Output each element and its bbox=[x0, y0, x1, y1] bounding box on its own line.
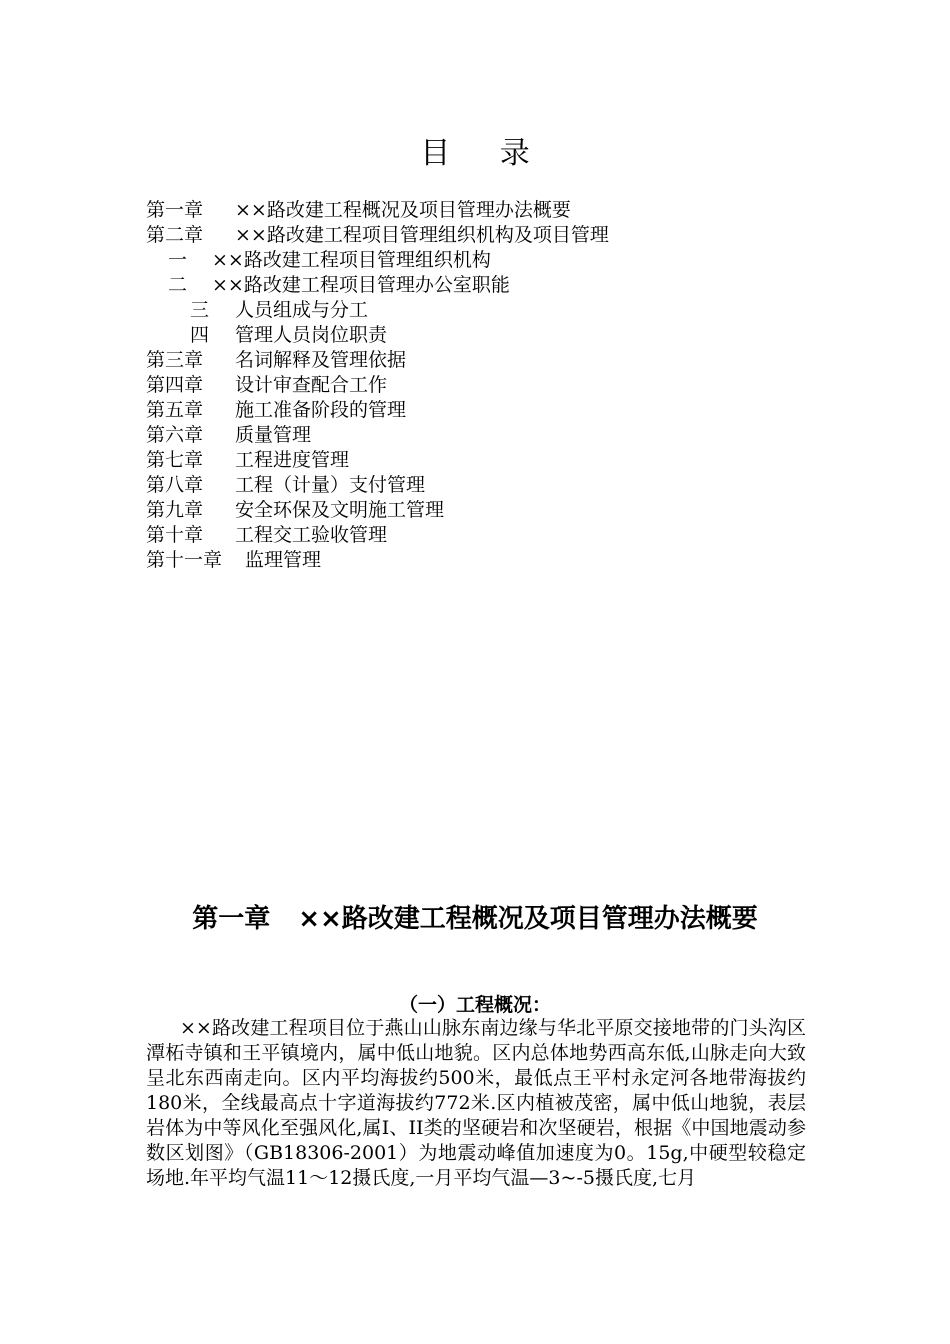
section-heading: （一）工程概况： bbox=[398, 994, 551, 1016]
toc-entry-text: 安全环保及文明施工管理 bbox=[235, 499, 445, 521]
toc-title: 目 录 bbox=[420, 136, 550, 171]
toc-entry[interactable] bbox=[146, 223, 846, 248]
chapter-heading bbox=[0, 898, 950, 935]
toc-entry-text: 名词解释及管理依据 bbox=[235, 349, 407, 371]
toc-entry-number: 第五章 bbox=[146, 399, 204, 421]
toc-entry-number: 第一章 bbox=[146, 199, 204, 221]
toc-entry[interactable] bbox=[146, 523, 846, 548]
toc-entry-text: ××路改建工程概况及项目管理办法概要 bbox=[235, 199, 571, 221]
toc-entry-number: 第二章 bbox=[146, 224, 204, 246]
toc-entry-text: 管理人员岗位职责 bbox=[235, 324, 388, 346]
toc-entry-text: 设计审查配合工作 bbox=[235, 374, 388, 396]
toc-entry-number: 三 bbox=[190, 299, 210, 321]
toc-entry[interactable] bbox=[146, 498, 846, 523]
toc-entry[interactable] bbox=[146, 398, 846, 423]
table-of-contents bbox=[146, 198, 846, 573]
body-paragraph: ××路改建工程项目位于燕山山脉东南边缘与华北平原交接地带的门头沟区潭柘寺镇和王平镇境内，属中低山地貌。区内总体地势西高东低,山脉走向大致呈北东西南走向。区内平均海拔约500米，最低点王平村永定河各地带海拔约180米，全线最高点十字道海拔约772米.区内植被茂密，属中低山地貌，表层岩体为中等风化至强风化,属I、II类的坚硬岩和次坚硬岩，根据《中国地震动参数区划图》（GB18306-2001）为地震动峰值加速度为0。15g,中硬型较稳定场地.年平均气温11～12摄氏度,一月平均气温—3~-5摄氏度,七月 bbox=[146, 1017, 806, 1189]
toc-entry[interactable] bbox=[146, 248, 846, 273]
toc-entry-number: 第四章 bbox=[146, 374, 204, 396]
chapter-heading-label: 第一章 bbox=[192, 904, 271, 934]
toc-entry-text: 人员组成与分工 bbox=[235, 299, 369, 321]
chapter-heading-title: ××路改建工程概况及项目管理办法概要 bbox=[298, 904, 758, 934]
toc-entry-number: 四 bbox=[190, 324, 210, 346]
toc-entry-number: 第九章 bbox=[146, 499, 204, 521]
toc-entry-number: 第三章 bbox=[146, 349, 204, 371]
toc-entry-text: ××路改建工程项目管理组织机构 bbox=[212, 249, 491, 271]
toc-entry-text: 监理管理 bbox=[245, 549, 322, 571]
toc-entry[interactable] bbox=[146, 298, 846, 323]
toc-entry-text: ××路改建工程项目管理组织机构及项目管理 bbox=[235, 224, 609, 246]
toc-entry-text: 工程（计量）支付管理 bbox=[235, 474, 426, 496]
toc-entry-number: 第八章 bbox=[146, 474, 204, 496]
toc-entry-text: 工程进度管理 bbox=[235, 449, 350, 471]
toc-entry[interactable] bbox=[146, 273, 846, 298]
toc-entry[interactable] bbox=[146, 348, 846, 373]
toc-entry[interactable] bbox=[146, 473, 846, 498]
toc-entry-number: 第十一章 bbox=[146, 549, 223, 571]
toc-entry-number: 第七章 bbox=[146, 449, 204, 471]
toc-entry-number: 第十章 bbox=[146, 524, 204, 546]
toc-entry[interactable] bbox=[146, 198, 846, 223]
toc-entry-text: ××路改建工程项目管理办公室职能 bbox=[212, 274, 510, 296]
toc-entry-text: 工程交工验收管理 bbox=[235, 524, 388, 546]
toc-entry-text: 质量管理 bbox=[235, 424, 312, 446]
toc-entry[interactable] bbox=[146, 448, 846, 473]
toc-entry-text: 施工准备阶段的管理 bbox=[235, 399, 407, 421]
toc-entry[interactable] bbox=[146, 373, 846, 398]
toc-entry[interactable] bbox=[146, 423, 846, 448]
toc-entry-number: 二 bbox=[168, 274, 188, 296]
toc-entry-number: 一 bbox=[168, 249, 188, 271]
toc-entry[interactable] bbox=[146, 548, 846, 573]
toc-entry[interactable] bbox=[146, 323, 846, 348]
toc-entry-number: 第六章 bbox=[146, 424, 204, 446]
